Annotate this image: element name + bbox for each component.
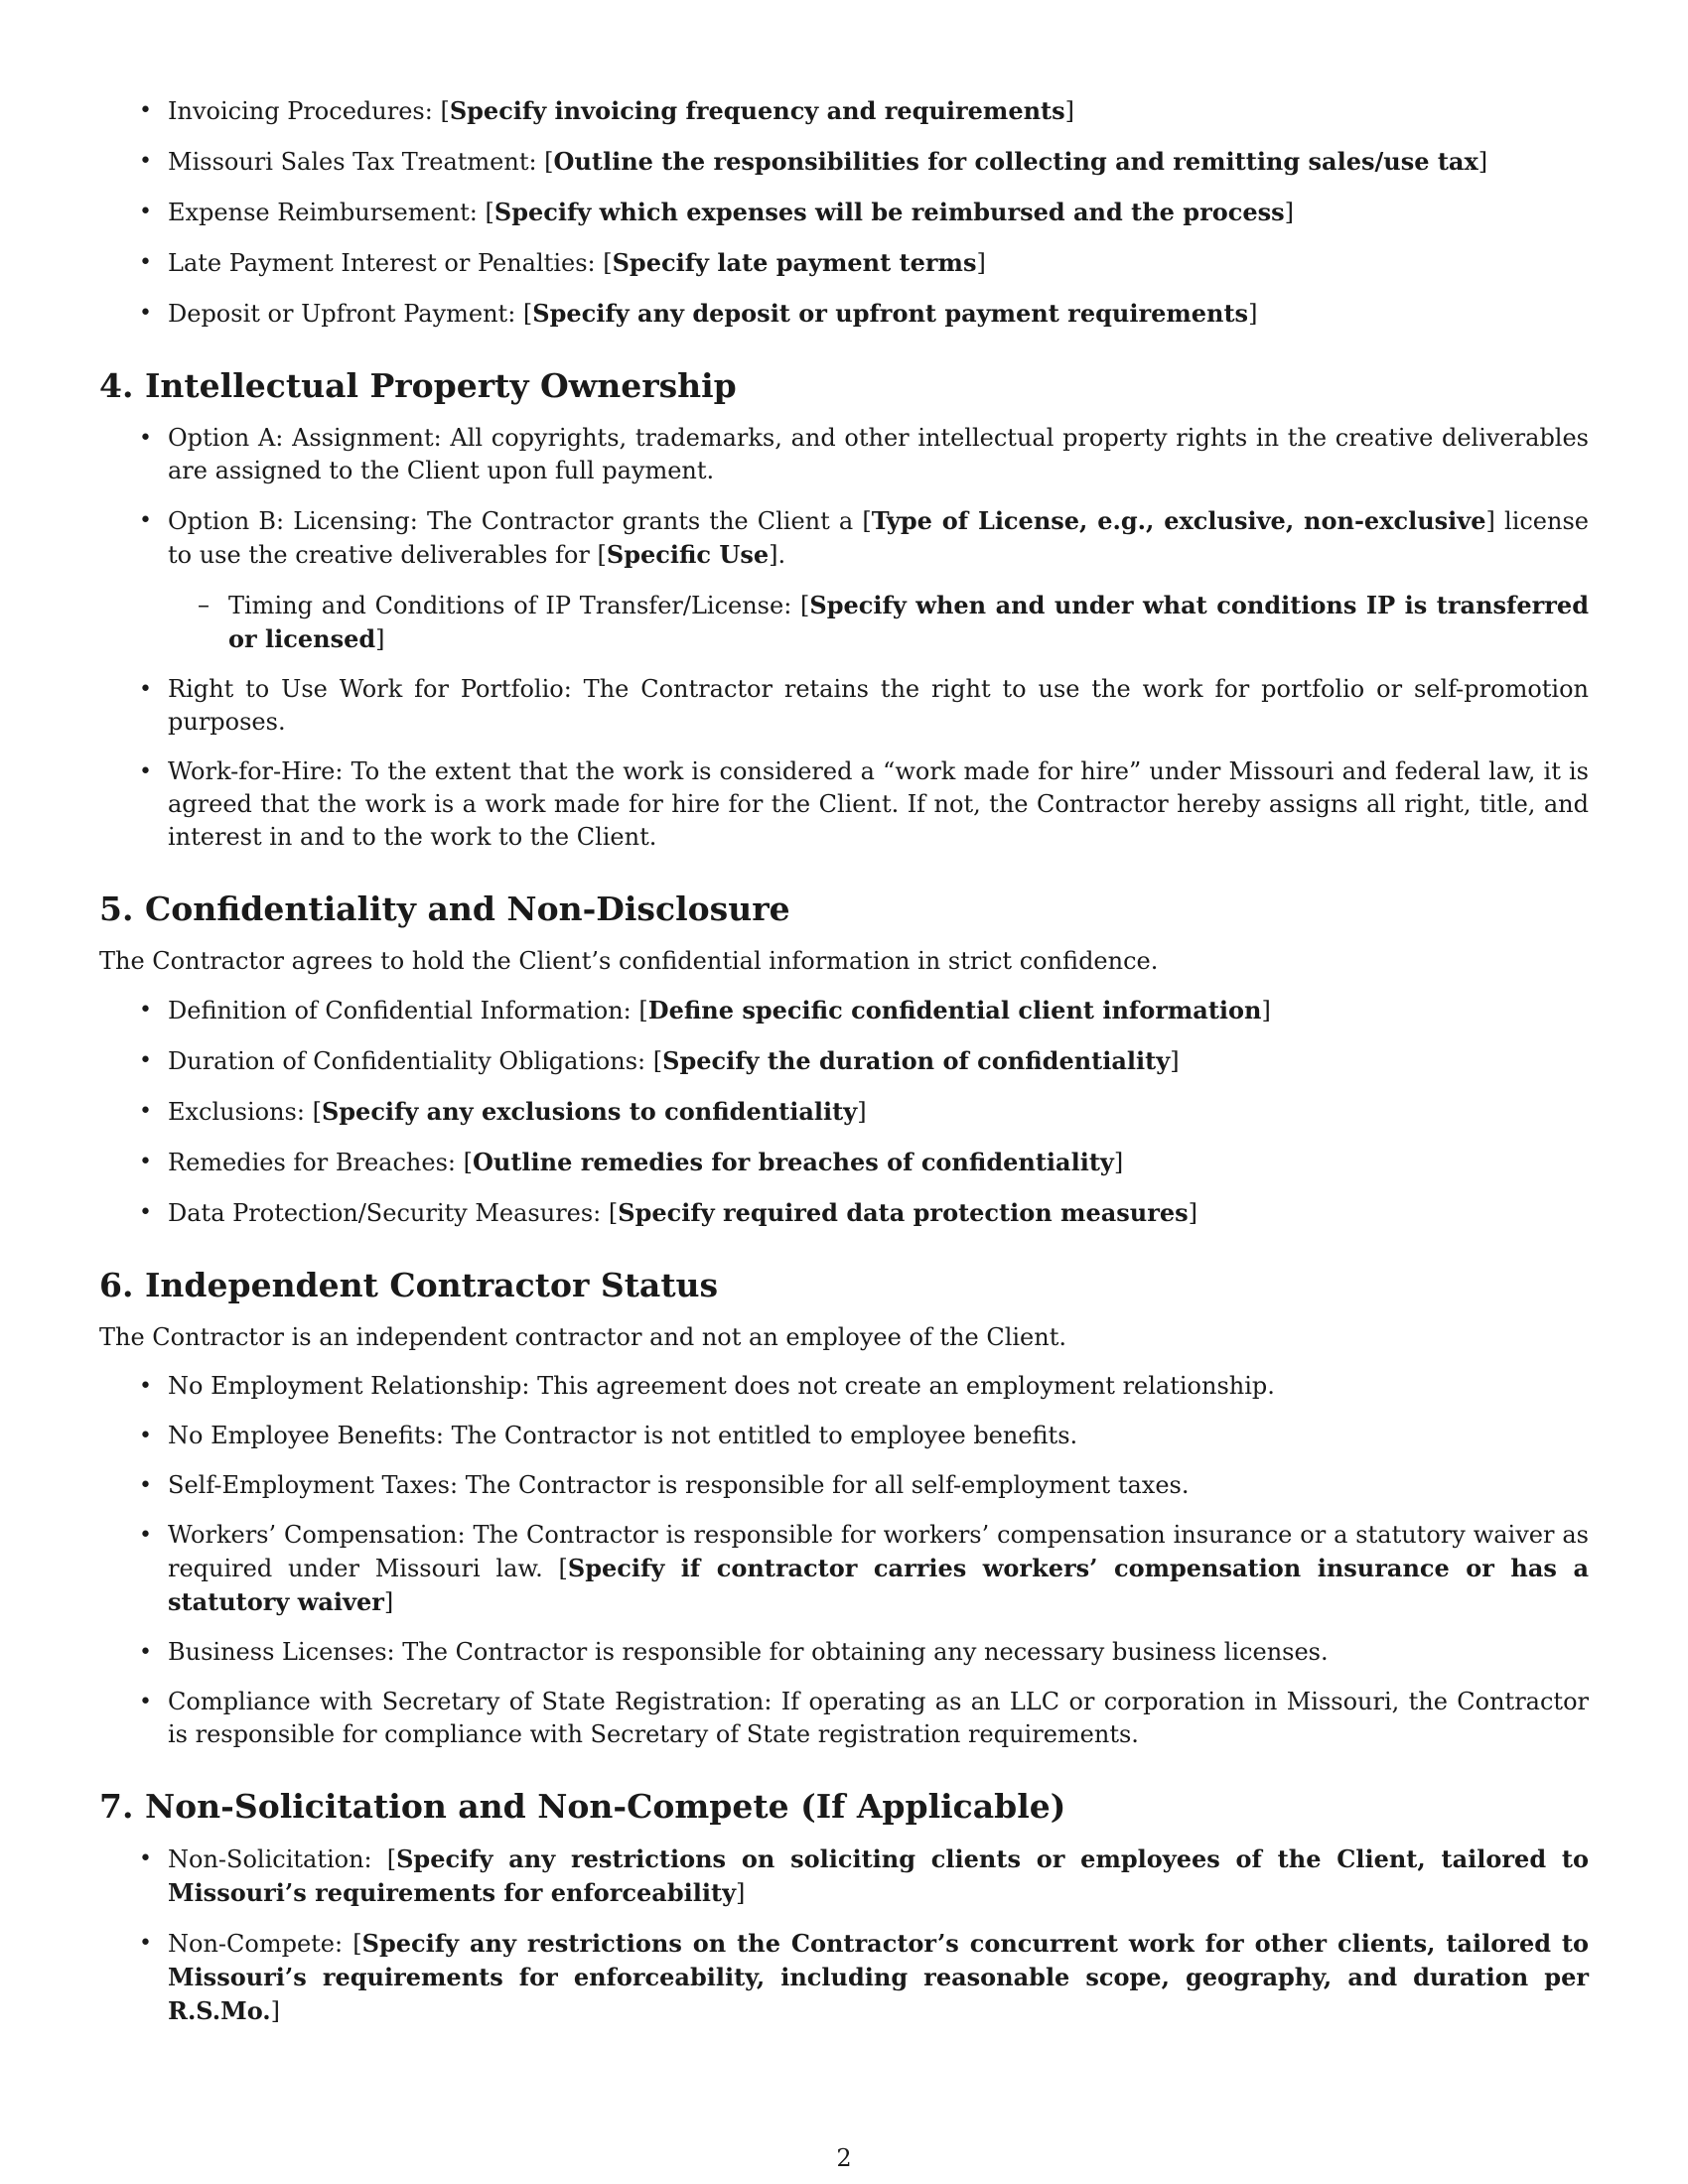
placeholder-text: Specify the duration of confidentiality xyxy=(662,1046,1171,1075)
workers-comp-text: Workers’ Compensation: The Contractor is responsible for workers’ compensation insurance or a statutory waiver as required under Missouri law. xyxy=(168,1521,1589,1582)
item-label: Duration of Confidentiality Obligations: xyxy=(168,1047,646,1075)
section-number: 4. xyxy=(99,366,134,405)
list-item xyxy=(99,1420,1589,1452)
section-heading-4 xyxy=(99,366,1589,406)
list-item: • Late Payment Interest or Penalties: [Specify late payment terms] xyxy=(99,246,1589,280)
no-employment-text: No Employment Relationship: This agreement does not create an employment relationship. xyxy=(168,1372,1275,1400)
list-item: • Non-Compete: [Specify any restrictions on the Contractor’s concurrent work for other clients, tailored to Missouri’s requirements for enforceability, including reasonable scope, geography, and duration per R.S.Mo.] xyxy=(99,1927,1589,2028)
option-b-text: license to use the creative deliverables for xyxy=(168,507,1589,569)
placeholder-text: Specific Use xyxy=(606,540,770,569)
placeholder-text: Specify any deposit or upfront payment requirements xyxy=(532,299,1249,328)
list-item: • Exclusions: [Specify any exclusions to confidentiality] xyxy=(99,1095,1589,1129)
business-licenses-text: Business Licenses: The Contractor is responsible for obtaining any necessary business licenses. xyxy=(168,1638,1329,1666)
list-item: • Invoicing Procedures: [Specify invoicing frequency and requirements] xyxy=(99,94,1589,128)
no-benefits-text: No Employee Benefits: The Contractor is not entitled to employee benefits. xyxy=(168,1422,1078,1449)
placeholder-text: Specify late payment terms xyxy=(612,248,977,277)
list-item: • Data Protection/Security Measures: [Specify required data protection measures] xyxy=(99,1196,1589,1230)
section-number: 7. xyxy=(99,1787,134,1826)
portfolio-text: Right to Use Work for Portfolio: The Contractor retains the right to use the work for portfolio or self-promotion purposes. xyxy=(168,675,1589,736)
list-item: • Deposit or Upfront Payment: [Specify any deposit or upfront payment requirements] xyxy=(99,297,1589,331)
placeholder-text: Specify required data protection measures xyxy=(618,1198,1189,1227)
item-label: Definition of Confidential Information: xyxy=(168,997,632,1024)
option-b-text: Option B: Licensing: The Contractor grants the Client a xyxy=(168,507,854,535)
item-label: Invoicing Procedures: xyxy=(168,97,433,125)
list-item: • Expense Reimbursement: [Specify which expenses will be reimbursed and the process] xyxy=(99,196,1589,229)
placeholder-text: Specify which expenses will be reimbursed and the process xyxy=(493,198,1285,226)
placeholder-text: Define specific confidential client information xyxy=(647,996,1262,1024)
list-item xyxy=(99,755,1589,854)
list-item: • Option B: Licensing: The Contractor grants the Client a [Type of License, e.g., exclusive, non-exclusive] license to use the creative deliverables for [Specific Use]. – Timing and Conditions of IP Transfer/License: [Specify when and under what conditions IP is transferred or licensed] xyxy=(99,504,1589,656)
option-a-text: Option A: Assignment: All copyrights, trademarks, and other intellectual property rights in the creative deliverables are assigned to the Client upon full payment. xyxy=(168,424,1589,484)
list-item xyxy=(99,673,1589,739)
list-item xyxy=(99,422,1589,487)
confidentiality-list xyxy=(99,994,1589,1230)
section-title: Intellectual Property Ownership xyxy=(145,366,737,405)
payment-terms-list xyxy=(99,94,1589,331)
list-item: • Duration of Confidentiality Obligations: [Specify the duration of confidentiality] xyxy=(99,1044,1589,1078)
placeholder-text: Specify when and under what conditions IP is transferred or licensed xyxy=(228,591,1589,653)
self-employment-text: Self-Employment Taxes: The Contractor is responsible for all self-employment taxes. xyxy=(168,1471,1190,1499)
list-item xyxy=(99,1469,1589,1502)
item-label: Non-Solicitation: xyxy=(168,1845,372,1873)
section-intro: The Contractor agrees to hold the Client’s confidential information in strict confidence. xyxy=(99,947,1159,975)
placeholder-text: Outline the responsibilities for collecting and remitting sales/use tax xyxy=(553,147,1478,176)
placeholder-text: Specify any exclusions to confidentiality xyxy=(321,1097,858,1126)
item-label: Late Payment Interest or Penalties: xyxy=(168,249,596,277)
item-label: Exclusions: xyxy=(168,1098,305,1126)
page-number: 2 xyxy=(836,2144,852,2172)
item-label: Data Protection/Security Measures: xyxy=(168,1199,602,1227)
contractor-status-list xyxy=(99,1370,1589,1751)
placeholder-text: Type of License, e.g., exclusive, non-exclusive xyxy=(871,506,1486,535)
item-label: Timing and Conditions of IP Transfer/License: xyxy=(228,592,792,619)
section-title: Independent Contractor Status xyxy=(145,1266,719,1304)
section-intro: The Contractor is an independent contractor and not an employee of the Client. xyxy=(99,1323,1066,1351)
placeholder-text: Specify invoicing frequency and requirements xyxy=(449,96,1065,125)
item-label: Remedies for Breaches: xyxy=(168,1149,456,1176)
list-item xyxy=(99,1686,1589,1751)
document-page xyxy=(99,94,1589,2045)
sos-registration-text: Compliance with Secretary of State Registration: If operating as an LLC or corporation in Missouri, the Contractor is responsible for compliance with Secretary of State registration requirements. xyxy=(168,1688,1589,1748)
section-heading-7 xyxy=(99,1787,1589,1827)
section-heading-5 xyxy=(99,889,1589,929)
non-solicitation-list xyxy=(99,1843,1589,2028)
item-label: Missouri Sales Tax Treatment: xyxy=(168,148,537,176)
placeholder-text: Outline remedies for breaches of confidentiality xyxy=(472,1148,1114,1176)
list-item xyxy=(99,1636,1589,1669)
sub-list xyxy=(168,589,1589,656)
placeholder-text: Specify any restrictions on the Contractor’s concurrent work for other clients, tailored to Missouri’s requirements for enforceability, including reasonable scope, geography, and duration per R.S.Mo. xyxy=(168,1929,1590,2025)
section-number: 5. xyxy=(99,889,134,928)
ip-ownership-list xyxy=(99,422,1589,854)
section-heading-6 xyxy=(99,1266,1589,1305)
list-item: • Missouri Sales Tax Treatment: [Outline the responsibilities for collecting and remitting sales/use tax] xyxy=(99,145,1589,179)
work-for-hire-text: Work-for-Hire: To the extent that the work is considered a “work made for hire” under Missouri and federal law, it is agreed that the work is a work made for hire for the Client. If not, the Contractor hereby assigns all right, title, and interest in and to the work to the Client. xyxy=(168,757,1589,851)
section-title: Non-Solicitation and Non-Compete (If Applicable) xyxy=(145,1787,1066,1826)
sub-list-item: – Timing and Conditions of IP Transfer/License: [Specify when and under what conditions IP is transferred or licensed] xyxy=(168,589,1589,656)
item-label: Non-Compete: xyxy=(168,1930,344,1958)
placeholder-text: Specify any restrictions on soliciting clients or employees of the Client, tailored to Missouri’s requirements for enforceability xyxy=(168,1844,1589,1907)
list-item: • Definition of Confidential Information: [Define specific confidential client information] xyxy=(99,994,1589,1027)
placeholder-text: Specify if contractor carries workers’ compensation insurance or has a statutory waiver xyxy=(168,1554,1589,1616)
item-label: Expense Reimbursement: xyxy=(168,199,478,226)
section-title: Confidentiality and Non-Disclosure xyxy=(145,889,790,928)
section-number: 6. xyxy=(99,1266,134,1304)
list-item xyxy=(99,1370,1589,1403)
list-item: • Non-Solicitation: [Specify any restrictions on soliciting clients or employees of the Client, tailored to Missouri’s requirements for enforceability] xyxy=(99,1843,1589,1910)
item-label: Deposit or Upfront Payment: xyxy=(168,300,516,328)
list-item: • Remedies for Breaches: [Outline remedies for breaches of confidentiality] xyxy=(99,1146,1589,1179)
list-item: • Workers’ Compensation: The Contractor is responsible for workers’ compensation insurance or a statutory waiver as required under Missouri law. [Specify if contractor carries workers’ compensation insurance or has a statutory waiver] xyxy=(99,1519,1589,1619)
